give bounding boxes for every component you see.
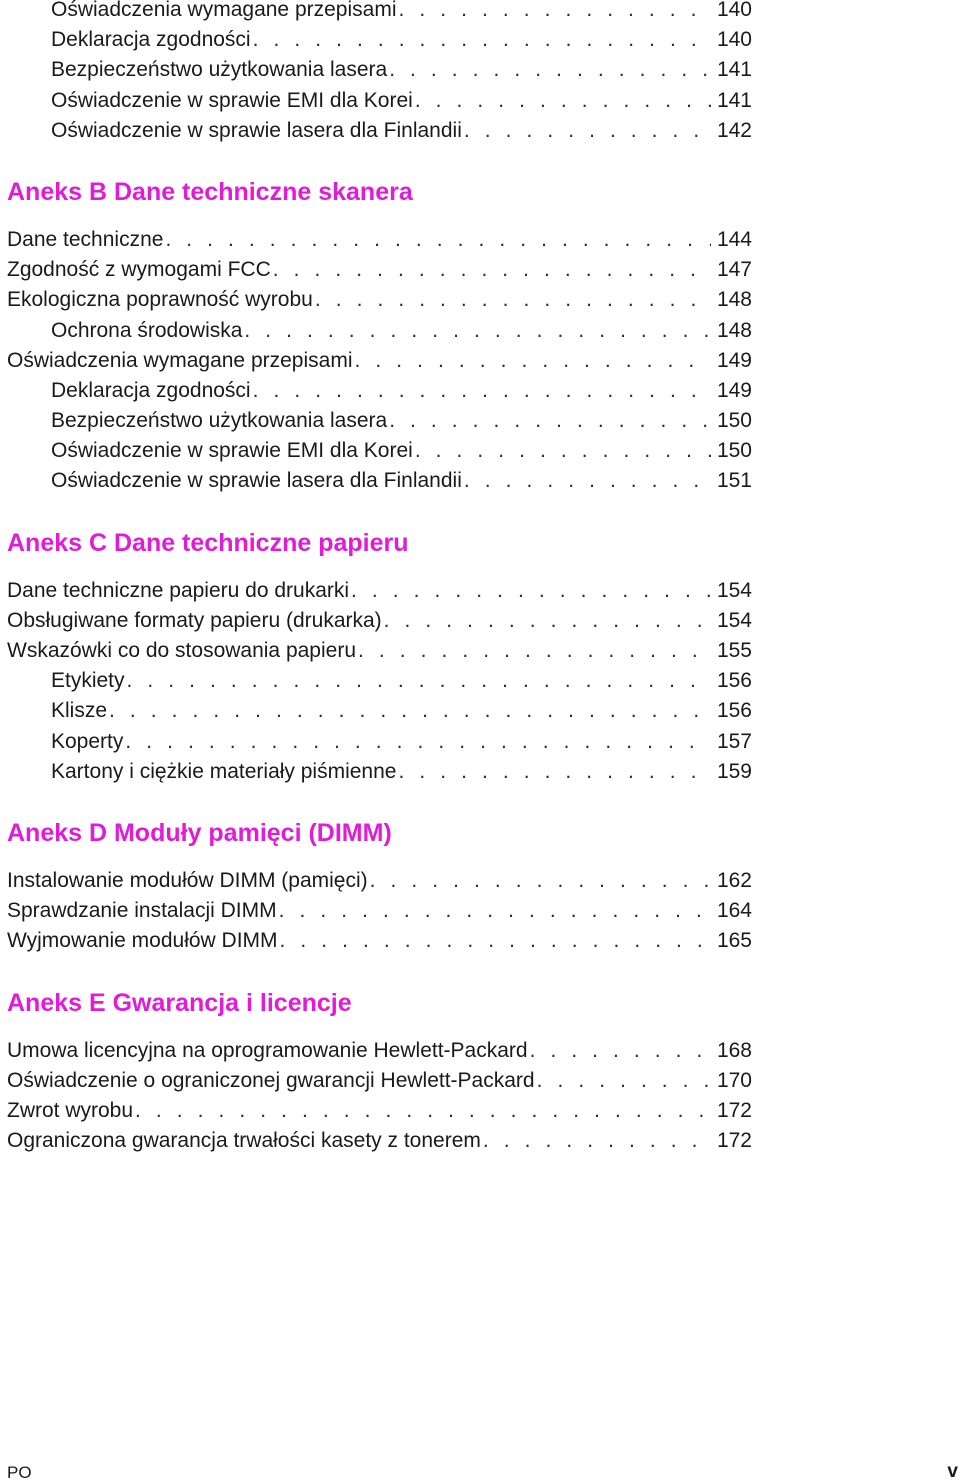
- toc-entry-page-number: 149: [716, 348, 752, 372]
- dot-leader: [278, 926, 711, 956]
- toc-entry[interactable]: [7, 696, 752, 726]
- dot-leader: [125, 666, 711, 696]
- appendix-heading: Aneks E Gwarancja i licencje: [7, 988, 352, 1017]
- toc-entry[interactable]: [7, 436, 752, 466]
- toc-entry-title: Kartony i ciężkie materiały piśmienne: [51, 759, 397, 783]
- toc-entry-page-number: 155: [716, 639, 752, 662]
- toc-entry-title: Oświadczenie o ograniczonej gwarancji Hewlett-Packard: [7, 1068, 535, 1092]
- toc-entry-title: Zwrot wyrobu: [7, 1098, 134, 1122]
- toc-entry-title: Klisze: [51, 699, 108, 723]
- toc-entry-title: Instalowanie modułów DIMM (pamięci): [7, 868, 368, 892]
- dot-leader: [277, 896, 711, 926]
- table-of-contents: [7, 0, 752, 1156]
- toc-entry-title: Oświadczenia wymagane przepisami: [7, 348, 353, 372]
- toc-entry-title: Deklaracja zgodności: [51, 378, 251, 402]
- toc-entry[interactable]: [7, 666, 752, 696]
- toc-entry-title: Dane techniczne: [7, 227, 164, 251]
- toc-entry[interactable]: [7, 86, 752, 116]
- dot-leader: [462, 466, 711, 496]
- toc-entry-page-number: 157: [716, 729, 752, 753]
- toc-entry[interactable]: [7, 1066, 752, 1096]
- toc-entry[interactable]: [7, 376, 752, 406]
- appendix-heading: Aneks D Moduły pamięci (DIMM): [7, 818, 392, 847]
- toc-entry-page-number: 168: [716, 1038, 752, 1062]
- dot-leader: [251, 376, 711, 406]
- dot-leader: [387, 406, 711, 436]
- toc-entry-page-number: 141: [716, 88, 752, 112]
- toc-entry-page-number: 148: [716, 318, 752, 342]
- toc-entry-title: Oświadczenie w sprawie lasera dla Finlandii: [51, 469, 462, 493]
- toc-entry-page-number: 159: [716, 759, 752, 783]
- toc-entry-title: Etykiety: [51, 669, 125, 693]
- toc-entry[interactable]: [7, 727, 752, 757]
- dot-leader: [396, 757, 710, 787]
- toc-entry-title: Oświadczenie w sprawie lasera dla Finlandii: [51, 118, 462, 142]
- dot-leader: [133, 1096, 711, 1126]
- dot-leader: [349, 576, 711, 606]
- toc-entry[interactable]: [7, 406, 752, 436]
- toc-entry-title: Bezpieczeństwo użytkowania lasera: [51, 58, 388, 82]
- toc-entry[interactable]: [7, 926, 752, 956]
- dot-leader: [535, 1066, 711, 1096]
- toc-entry[interactable]: [7, 25, 752, 55]
- toc-entry-page-number: 148: [716, 288, 752, 312]
- toc-entry-title: Deklaracja zgodności: [51, 28, 251, 52]
- dot-leader: [462, 116, 711, 146]
- toc-entry[interactable]: [7, 225, 752, 255]
- toc-entry-title: Sprawdzanie instalacji DIMM: [7, 899, 277, 923]
- dot-leader: [382, 606, 711, 636]
- toc-entry[interactable]: [7, 116, 752, 146]
- toc-entry[interactable]: [7, 466, 752, 496]
- toc-entry-title: Dane techniczne papieru do drukarki: [7, 578, 350, 602]
- dot-leader: [528, 1036, 711, 1066]
- toc-entry-page-number: 141: [716, 58, 752, 82]
- toc-entry-page-number: 156: [716, 669, 752, 693]
- toc-entry-page-number: 156: [716, 699, 752, 723]
- toc-entry[interactable]: [7, 55, 752, 85]
- toc-entry-page-number: 150: [716, 439, 752, 463]
- toc-entry[interactable]: [7, 0, 752, 25]
- toc-entry-title: Ekologiczna poprawność wyrobu: [7, 288, 313, 312]
- toc-entry[interactable]: [7, 606, 752, 636]
- toc-entry-title: Koperty: [51, 729, 124, 753]
- toc-entry-page-number: 144: [716, 227, 752, 251]
- dot-leader: [368, 866, 711, 896]
- toc-entry[interactable]: [7, 255, 752, 285]
- toc-entry-page-number: 150: [716, 409, 752, 433]
- toc-entry-page-number: 149: [716, 378, 752, 402]
- toc-entry[interactable]: [7, 1036, 752, 1066]
- toc-entry[interactable]: [7, 636, 752, 666]
- toc-entry-page-number: 151: [716, 469, 752, 493]
- dot-leader: [413, 436, 711, 466]
- dot-leader: [271, 255, 711, 285]
- dot-leader: [313, 285, 711, 315]
- dot-leader: [387, 55, 711, 85]
- toc-entry-page-number: 140: [716, 28, 752, 52]
- dot-leader: [107, 696, 711, 726]
- toc-entry-page-number: 154: [716, 608, 752, 632]
- toc-entry-title: Oświadczenia wymagane przepisami: [51, 0, 397, 21]
- dot-leader: [356, 636, 711, 666]
- dot-leader: [163, 225, 711, 255]
- dot-leader: [242, 316, 711, 346]
- dot-leader: [413, 86, 711, 116]
- dot-leader: [397, 0, 711, 25]
- toc-entry-page-number: 164: [716, 899, 752, 923]
- appendix-heading: Aneks B Dane techniczne skanera: [7, 177, 413, 206]
- toc-entry-title: Bezpieczeństwo użytkowania lasera: [51, 409, 388, 433]
- toc-entry-page-number: 172: [716, 1129, 752, 1153]
- toc-entry[interactable]: [7, 576, 752, 606]
- toc-entry-title: Ograniczona gwarancja trwałości kasety z tonerem: [7, 1129, 481, 1153]
- toc-entry-page-number: 170: [716, 1068, 752, 1092]
- toc-entry-title: Wyjmowanie modułów DIMM: [7, 929, 278, 953]
- toc-entry[interactable]: [7, 757, 752, 787]
- dot-leader: [251, 25, 711, 55]
- toc-entry[interactable]: [7, 1126, 752, 1156]
- toc-entry[interactable]: [7, 1096, 752, 1126]
- toc-entry-title: Obsługiwane formaty papieru (drukarka): [7, 608, 382, 632]
- toc-entry[interactable]: [7, 316, 752, 346]
- toc-entry[interactable]: [7, 285, 752, 315]
- footer-language-code: PO: [7, 1463, 32, 1482]
- toc-entry-page-number: 147: [716, 258, 752, 282]
- toc-entry[interactable]: [7, 346, 752, 376]
- toc-entry-page-number: 172: [716, 1098, 752, 1122]
- toc-entry-page-number: 162: [716, 868, 752, 892]
- toc-entry-title: Ochrona środowiska: [51, 318, 243, 342]
- toc-entry-page-number: 165: [716, 929, 752, 953]
- dot-leader: [353, 346, 711, 376]
- toc-entry-title: Oświadczenie w sprawie EMI dla Korei: [51, 88, 413, 112]
- toc-entry-page-number: 140: [716, 0, 752, 21]
- toc-entry[interactable]: [7, 896, 752, 926]
- toc-entry-title: Wskazówki co do stosowania papieru: [7, 639, 357, 662]
- toc-entry-title: Oświadczenie w sprawie EMI dla Korei: [51, 439, 413, 463]
- toc-entry-title: Umowa licencyjna na oprogramowanie Hewlett-Packard: [7, 1038, 528, 1062]
- toc-entry-page-number: 154: [716, 578, 752, 602]
- dot-leader: [123, 727, 711, 757]
- toc-entry-page-number: 142: [716, 118, 752, 142]
- appendix-heading: Aneks C Dane techniczne papieru: [7, 528, 409, 557]
- footer-page-number: v: [947, 1461, 958, 1482]
- toc-entry[interactable]: [7, 866, 752, 896]
- dot-leader: [481, 1126, 711, 1156]
- toc-entry-title: Zgodność z wymogami FCC: [7, 258, 271, 282]
